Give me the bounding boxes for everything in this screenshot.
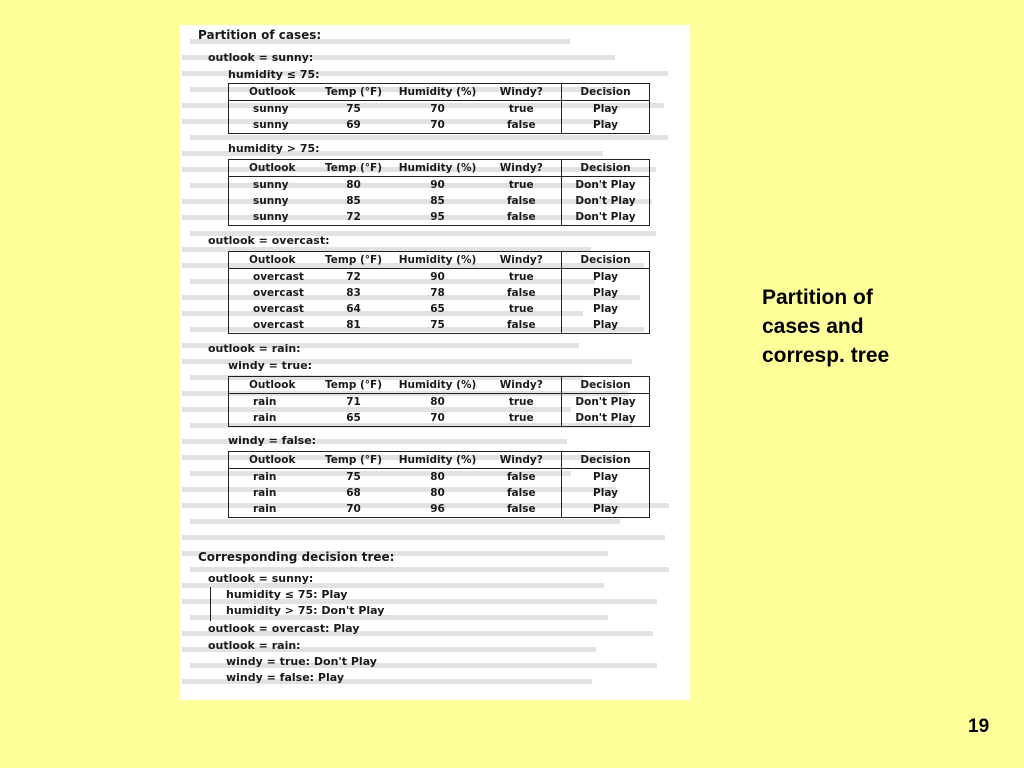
ghost-text-line: [190, 135, 668, 140]
tree-line: humidity > 75: Don't Play: [226, 604, 385, 617]
column-header: Outlook: [229, 84, 314, 101]
table-cell: Play: [562, 469, 650, 486]
table-cell: 68: [346, 487, 361, 499]
table-cell: Don't Play: [562, 193, 650, 209]
column-header: Windy?: [482, 84, 562, 101]
partition-table: [228, 376, 650, 427]
table-cell: overcast: [253, 271, 304, 283]
scanned-page-image: [180, 25, 690, 700]
table-cell: Play: [562, 501, 650, 518]
table-cell: 96: [430, 503, 445, 515]
tree-bracket: [210, 587, 211, 621]
table-row: [229, 177, 650, 194]
table-cell: 95: [430, 211, 445, 223]
table-cell: rain: [253, 396, 277, 408]
table-cell: Play: [562, 285, 650, 301]
column-header: Outlook: [229, 160, 314, 177]
column-header: Decision: [562, 452, 650, 469]
table-row: [229, 285, 650, 301]
table-cell: Don't Play: [562, 394, 650, 411]
table-cell: 78: [430, 287, 445, 299]
tree-line: outlook = sunny:: [208, 572, 314, 585]
table-cell: Play: [562, 485, 650, 501]
table-cell: 83: [346, 287, 361, 299]
table-cell: true: [508, 271, 534, 283]
table-cell: 75: [346, 471, 361, 483]
table-cell: overcast: [253, 319, 304, 331]
table-cell: Play: [562, 301, 650, 317]
table-cell: true: [508, 179, 534, 191]
table-cell: Play: [562, 101, 650, 118]
table-cell: false: [506, 211, 536, 223]
column-header: Humidity (%): [394, 452, 482, 469]
column-header: Decision: [562, 252, 650, 269]
table-cell: 70: [430, 412, 445, 424]
group-label: windy = true:: [228, 359, 313, 372]
table-cell: rain: [253, 487, 277, 499]
column-header: Humidity (%): [394, 84, 482, 101]
partition-table: [228, 451, 650, 518]
table-cell: 65: [346, 412, 361, 424]
column-header: Decision: [562, 160, 650, 177]
partition-table: [228, 251, 650, 334]
table-cell: false: [506, 195, 536, 207]
caption-line: corresp. tree: [762, 344, 890, 367]
partition-table: [228, 159, 650, 226]
ghost-text-line: [182, 535, 665, 540]
column-header: Outlook: [229, 452, 314, 469]
table-cell: true: [508, 396, 534, 408]
table-row: [229, 269, 650, 286]
group-label: outlook = sunny:: [208, 51, 314, 64]
table-header-row: [229, 84, 650, 101]
table-cell: 80: [430, 396, 445, 408]
table-cell: true: [508, 412, 534, 424]
table-row: [229, 209, 650, 226]
table-cell: 85: [430, 195, 445, 207]
table-cell: rain: [253, 471, 277, 483]
table-header-row: [229, 160, 650, 177]
table-cell: 80: [430, 487, 445, 499]
table-cell: false: [506, 119, 536, 131]
tree-line: outlook = overcast: Play: [208, 622, 360, 635]
column-header: Temp (°F): [314, 377, 394, 394]
table-cell: false: [506, 287, 536, 299]
table-cell: overcast: [253, 303, 304, 315]
column-header: Windy?: [482, 377, 562, 394]
column-header: Outlook: [229, 377, 314, 394]
column-header: Temp (°F): [314, 84, 394, 101]
slide-caption: [762, 283, 889, 370]
table-cell: sunny: [253, 119, 289, 131]
table-row: [229, 193, 650, 209]
column-header: Windy?: [482, 160, 562, 177]
table-cell: true: [508, 103, 534, 115]
table-cell: sunny: [253, 195, 289, 207]
table-row: [229, 485, 650, 501]
table-cell: 70: [430, 103, 445, 115]
table-cell: false: [506, 503, 536, 515]
table-cell: 72: [346, 271, 361, 283]
table-row: [229, 501, 650, 518]
table-cell: 72: [346, 211, 361, 223]
caption-line: cases and: [762, 315, 864, 338]
column-header: Outlook: [229, 252, 314, 269]
table-cell: true: [508, 303, 534, 315]
table-row: [229, 101, 650, 118]
table-header-row: [229, 377, 650, 394]
column-header: Temp (°F): [314, 252, 394, 269]
table-cell: rain: [253, 412, 277, 424]
group-label: outlook = rain:: [208, 342, 301, 355]
table-cell: rain: [253, 503, 277, 515]
table-cell: Play: [562, 117, 650, 134]
table-cell: false: [506, 319, 536, 331]
group-label: humidity ≤ 75:: [228, 68, 320, 81]
tree-line: humidity ≤ 75: Play: [226, 588, 348, 601]
table-cell: 81: [346, 319, 361, 331]
table-cell: 85: [346, 195, 361, 207]
tree-title: Corresponding decision tree:: [198, 550, 395, 564]
table-cell: Play: [562, 269, 650, 286]
table-cell: 70: [346, 503, 361, 515]
ghost-text-line: [190, 519, 620, 524]
table-cell: 90: [430, 179, 445, 191]
column-header: Windy?: [482, 452, 562, 469]
column-header: Temp (°F): [314, 160, 394, 177]
table-row: [229, 394, 650, 411]
partition-title: Partition of cases:: [198, 28, 322, 42]
column-header: Decision: [562, 377, 650, 394]
table-row: [229, 410, 650, 427]
column-header: Humidity (%): [394, 377, 482, 394]
table-cell: overcast: [253, 287, 304, 299]
page-number: 19: [968, 716, 990, 737]
table-cell: 80: [430, 471, 445, 483]
table-cell: Play: [562, 317, 650, 334]
table-cell: 90: [430, 271, 445, 283]
column-header: Humidity (%): [394, 160, 482, 177]
table-row: [229, 117, 650, 134]
table-cell: 70: [430, 119, 445, 131]
table-cell: false: [506, 487, 536, 499]
table-cell: 65: [430, 303, 445, 315]
table-row: [229, 469, 650, 486]
table-cell: 80: [346, 179, 361, 191]
table-cell: Don't Play: [562, 177, 650, 194]
table-cell: Don't Play: [562, 209, 650, 226]
group-label: outlook = overcast:: [208, 234, 330, 247]
tree-line: windy = true: Don't Play: [226, 655, 377, 668]
table-header-row: [229, 252, 650, 269]
table-cell: false: [506, 471, 536, 483]
table-cell: 64: [346, 303, 361, 315]
table-cell: 69: [346, 119, 361, 131]
table-cell: 71: [346, 396, 361, 408]
column-header: Humidity (%): [394, 252, 482, 269]
table-cell: Don't Play: [562, 410, 650, 427]
column-header: Temp (°F): [314, 452, 394, 469]
table-row: [229, 317, 650, 334]
table-cell: sunny: [253, 103, 289, 115]
table-header-row: [229, 452, 650, 469]
caption-line: Partition of: [762, 286, 873, 309]
table-cell: sunny: [253, 211, 289, 223]
table-row: [229, 301, 650, 317]
column-header: Windy?: [482, 252, 562, 269]
tree-line: windy = false: Play: [226, 671, 344, 684]
group-label: humidity > 75:: [228, 142, 320, 155]
table-cell: 75: [430, 319, 445, 331]
table-cell: 75: [346, 103, 361, 115]
group-label: windy = false:: [228, 434, 317, 447]
tree-line: outlook = rain:: [208, 639, 301, 652]
column-header: Decision: [562, 84, 650, 101]
table-cell: sunny: [253, 179, 289, 191]
partition-table: [228, 83, 650, 134]
